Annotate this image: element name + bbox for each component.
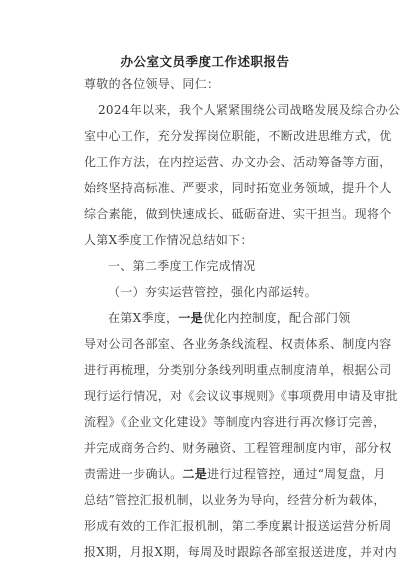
document-title: 办公室文员季度工作述职报告 bbox=[120, 54, 290, 69]
intro-line-6: 人第X季度工作情况总结如下： bbox=[84, 233, 253, 247]
subsection-heading: （一）夯实运营管控，强化内部运转。 bbox=[108, 285, 318, 299]
body-line-7-prefix: 责需进一步确认。 bbox=[84, 467, 183, 481]
body-line-7 bbox=[84, 467, 386, 482]
intro-line-4: 始终坚持高标准、严要求，同时拓宽业务领域，提升个人 bbox=[84, 181, 392, 195]
body-line-1-prefix: 在第X季度， bbox=[108, 311, 179, 325]
body-line-1-emphasis: 一是 bbox=[178, 311, 203, 325]
body-line-8: 总结”管控汇报机制，以业务为导向，经营分析为载体， bbox=[84, 493, 386, 507]
body-line-10: 报X期，月报X期，每周及时跟踪各部室报送进度，并对内 bbox=[84, 545, 397, 559]
salutation: 尊敬的各位领导、同仁： bbox=[84, 77, 220, 91]
body-line-9: 形成有效的工作汇报机制，第二季度累计报送运营分析周 bbox=[84, 519, 392, 533]
body-line-6: 并完成商务合约、财务融资、工程管理制度内审，部分权 bbox=[84, 441, 392, 455]
body-line-1 bbox=[108, 311, 351, 326]
section-heading: 一、第二季度工作完成情况 bbox=[108, 259, 256, 273]
body-line-3: 进行再梳理，分类别分条线列明重点制度清单，根据公司 bbox=[84, 363, 392, 377]
intro-line-2: 室中心工作，充分发挥岗位职能，不断改进思维方式，优 bbox=[84, 129, 392, 143]
body-line-1-suffix: 优化内控制度，配合部门领 bbox=[202, 311, 351, 325]
intro-line-3: 化工作方法，在内控运营、办文办会、活动筹备等方面， bbox=[84, 155, 392, 169]
body-line-4: 现行运行情况，对《会议议事规则》《事项费用申请及审批 bbox=[84, 389, 398, 403]
intro-line-1: 2024年以来，我个人紧紧围绕公司战略发展及综合办公 bbox=[98, 103, 401, 117]
body-line-2: 导对公司各部室、各业务条线流程、权责体系、制度内容 bbox=[84, 337, 392, 351]
body-line-7-suffix: 进行过程管控，通过“周复盘，月 bbox=[207, 467, 386, 481]
body-line-5: 流程》《企业文化建设》等制度内容进行再次修订完善， bbox=[84, 415, 386, 429]
intro-line-5: 综合素能，做到快速成长、砥砺奋进、实干担当。现将个 bbox=[84, 207, 392, 221]
body-line-7-emphasis: 二是 bbox=[182, 467, 208, 481]
